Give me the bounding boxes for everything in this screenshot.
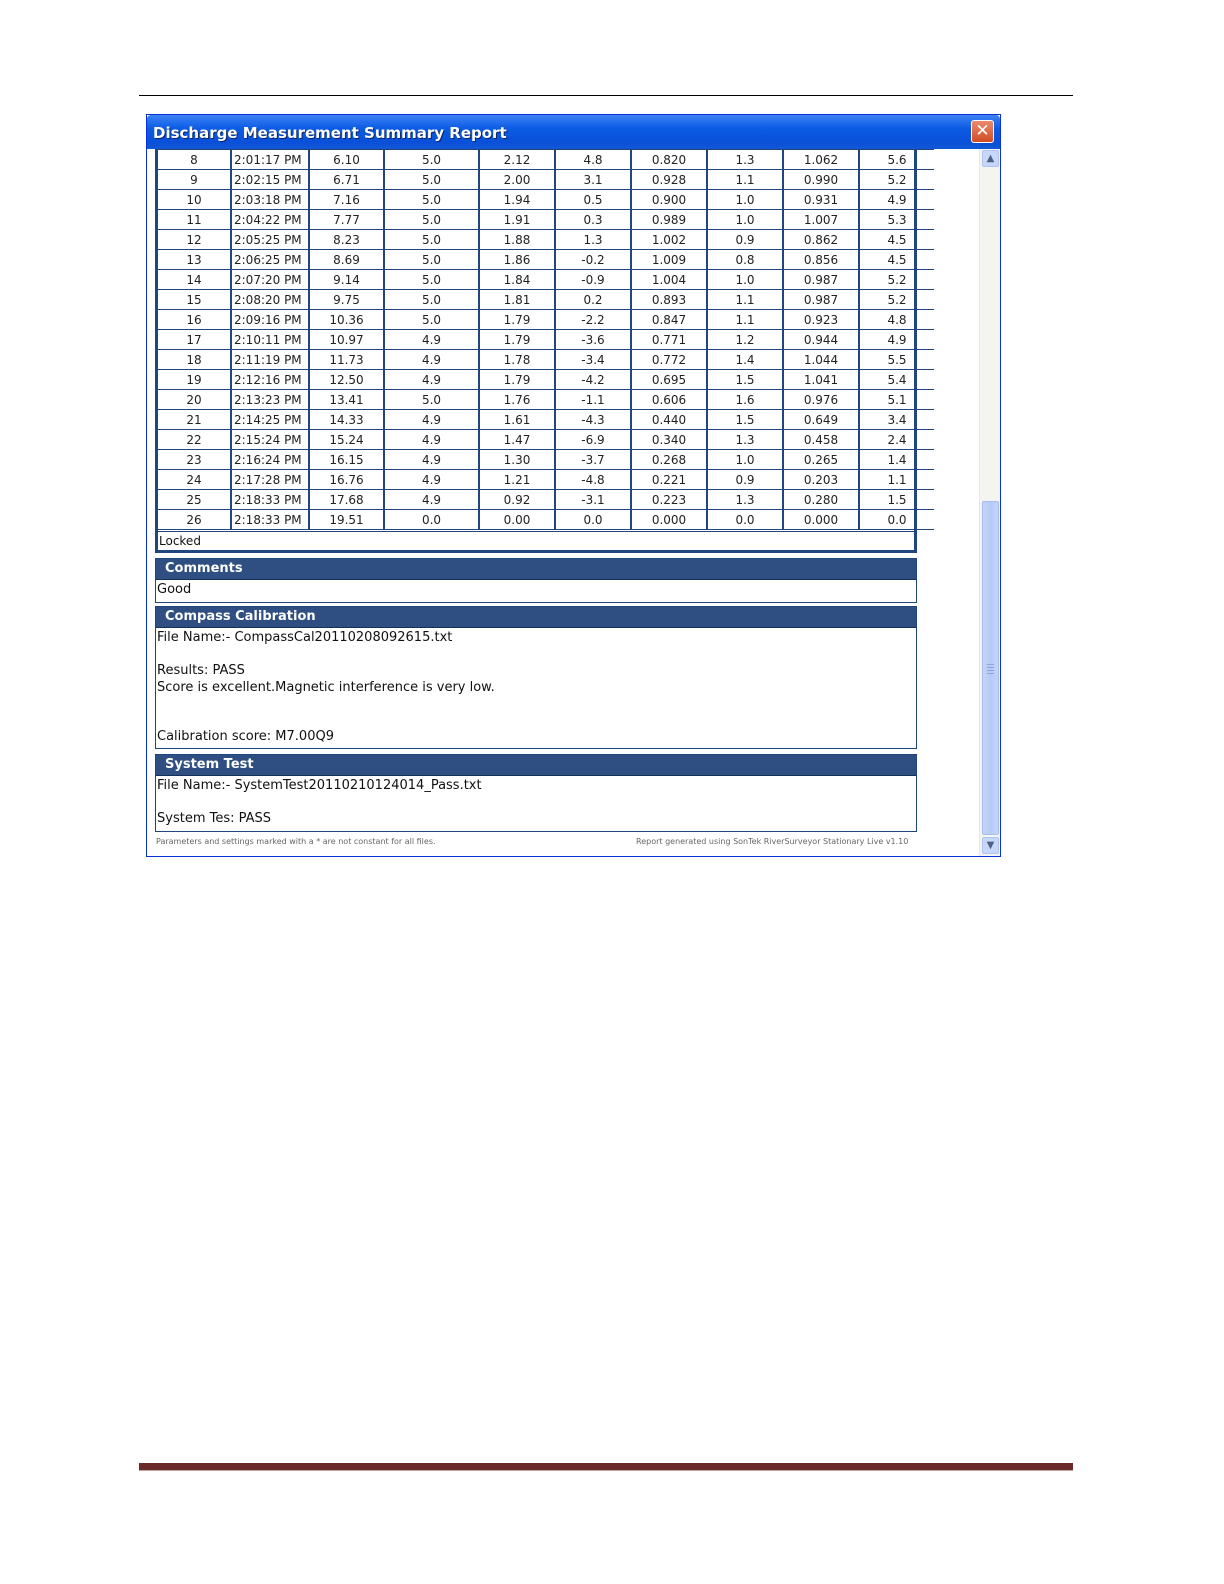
table-cell: 7.16 — [309, 190, 384, 210]
page-header-rule — [139, 95, 1073, 96]
table-cell: 10 — [158, 190, 231, 210]
table-cell: 1.91 — [479, 210, 555, 230]
table-cell: 1.4 — [707, 350, 783, 370]
table-cell: 20 — [158, 390, 231, 410]
table-cell: -0.9 — [555, 270, 631, 290]
table-cell: 1.5 — [707, 410, 783, 430]
title-bar[interactable] — [147, 115, 1000, 149]
table-cell: 0.2 — [555, 290, 631, 310]
table-cell: 2.00 — [479, 170, 555, 190]
table-cell: 5.0 — [384, 230, 479, 250]
table-cell: 0.900 — [631, 190, 707, 210]
table-cell: -3.7 — [555, 450, 631, 470]
table-cell: 1.1 — [707, 310, 783, 330]
comments-section — [155, 558, 917, 603]
table-cell: 0.8 — [707, 250, 783, 270]
table-cell: 11 — [158, 210, 231, 230]
vertical-scrollbar[interactable] — [979, 149, 1000, 856]
table-cell: 5.4 — [859, 370, 934, 390]
table-cell: 1.062 — [783, 150, 859, 170]
table-cell: 5.0 — [384, 270, 479, 290]
table-cell: 5.2 — [859, 270, 934, 290]
table-row — [158, 270, 934, 290]
table-cell: 9.14 — [309, 270, 384, 290]
table-row — [158, 370, 934, 390]
table-cell: 1.86 — [479, 250, 555, 270]
table-cell: 1.044 — [783, 350, 859, 370]
table-cell: 23 — [158, 450, 231, 470]
table-row — [158, 350, 934, 370]
table-cell: 1.6 — [707, 390, 783, 410]
scroll-up-button[interactable] — [982, 150, 999, 167]
table-cell: 0.5 — [555, 190, 631, 210]
table-cell: 17 — [158, 330, 231, 350]
table-cell: 0.221 — [631, 470, 707, 490]
table-cell: -4.2 — [555, 370, 631, 390]
table-cell: 2:13:23 PM — [231, 390, 309, 410]
table-cell: 0.000 — [783, 510, 859, 530]
footer-note: Parameters and settings marked with a * are not constant for all files. — [156, 837, 436, 846]
table-cell: 1.84 — [479, 270, 555, 290]
table-cell: 1.21 — [479, 470, 555, 490]
table-cell: 1.88 — [479, 230, 555, 250]
compass-file-name: File Name:- CompassCal20110208092615.txt — [157, 630, 453, 645]
table-row — [158, 490, 934, 510]
table-cell: 0.92 — [479, 490, 555, 510]
table-cell: 2:11:19 PM — [231, 350, 309, 370]
compass-score-note: Score is excellent.Magnetic interference is very low. — [157, 680, 495, 695]
table-cell: 0.931 — [783, 190, 859, 210]
table-cell: 5.0 — [384, 310, 479, 330]
table-cell: 1.4 — [859, 450, 934, 470]
table-cell: 0.649 — [783, 410, 859, 430]
table-cell: 10.36 — [309, 310, 384, 330]
table-row — [158, 390, 934, 410]
table-row — [158, 410, 934, 430]
table-cell: 25 — [158, 490, 231, 510]
table-cell: 1.1 — [859, 470, 934, 490]
table-row — [158, 210, 934, 230]
table-cell: 0.203 — [783, 470, 859, 490]
table-cell: 0.862 — [783, 230, 859, 250]
table-cell: 1.0 — [707, 210, 783, 230]
table-cell: 0.847 — [631, 310, 707, 330]
report-content — [147, 149, 979, 856]
table-cell: 4.8 — [555, 150, 631, 170]
table-cell: 2:18:33 PM — [231, 510, 309, 530]
table-row — [158, 150, 934, 170]
table-cell: 16.15 — [309, 450, 384, 470]
table-cell: 4.9 — [384, 370, 479, 390]
table-cell: 21 — [158, 410, 231, 430]
table-cell: -3.6 — [555, 330, 631, 350]
table-cell: 4.5 — [859, 230, 934, 250]
table-cell: 0.990 — [783, 170, 859, 190]
table-cell: 1.004 — [631, 270, 707, 290]
table-cell: 0.0 — [859, 510, 934, 530]
close-icon: ✕ — [975, 121, 990, 141]
table-cell: 0.268 — [631, 450, 707, 470]
table-cell: 0.000 — [631, 510, 707, 530]
table-cell: 16 — [158, 310, 231, 330]
table-row — [158, 510, 934, 530]
table-cell: 0.606 — [631, 390, 707, 410]
table-cell: 0.989 — [631, 210, 707, 230]
table-cell: 2:02:15 PM — [231, 170, 309, 190]
table-cell: 0.458 — [783, 430, 859, 450]
table-cell: 1.61 — [479, 410, 555, 430]
table-row — [158, 310, 934, 330]
table-cell: 5.2 — [859, 290, 934, 310]
table-cell: 2:07:20 PM — [231, 270, 309, 290]
table-cell: 1.007 — [783, 210, 859, 230]
table-cell: 14 — [158, 270, 231, 290]
table-row — [158, 190, 934, 210]
table-row — [158, 470, 934, 490]
table-cell: 8 — [158, 150, 231, 170]
table-cell: 8.23 — [309, 230, 384, 250]
table-cell: 4.9 — [384, 350, 479, 370]
chevron-down-icon: ▼ — [986, 840, 995, 851]
table-cell: 26 — [158, 510, 231, 530]
table-cell: 4.9 — [384, 330, 479, 350]
table-cell: 12.50 — [309, 370, 384, 390]
chevron-up-icon: ▲ — [986, 153, 995, 164]
table-cell: 5.0 — [384, 290, 479, 310]
table-cell: 1.009 — [631, 250, 707, 270]
table-cell: 4.9 — [384, 490, 479, 510]
comments-text: Good — [157, 582, 192, 597]
measurement-table-panel — [155, 149, 917, 553]
table-cell: 5.0 — [384, 170, 479, 190]
table-cell: 1.0 — [707, 270, 783, 290]
compass-calibration-score: Calibration score: M7.00Q9 — [157, 729, 334, 744]
table-cell: 0.340 — [631, 430, 707, 450]
table-cell: 1.3 — [555, 230, 631, 250]
table-cell: 0.3 — [555, 210, 631, 230]
table-cell: 4.9 — [384, 450, 479, 470]
table-cell: 1.3 — [707, 490, 783, 510]
table-cell: 2:06:25 PM — [231, 250, 309, 270]
table-cell: 2:12:16 PM — [231, 370, 309, 390]
table-cell: 2:08:20 PM — [231, 290, 309, 310]
table-cell: -1.1 — [555, 390, 631, 410]
comments-heading: Comments — [156, 559, 916, 580]
table-cell: -3.1 — [555, 490, 631, 510]
table-row — [158, 450, 934, 470]
table-cell: 15 — [158, 290, 231, 310]
window-title: Discharge Measurement Summary Report — [153, 124, 507, 142]
system-test-file-name: File Name:- SystemTest20110210124014_Pass.txt — [157, 778, 482, 793]
table-cell: 0.923 — [783, 310, 859, 330]
table-cell: 4.9 — [859, 330, 934, 350]
table-cell: 0.265 — [783, 450, 859, 470]
table-cell: 19.51 — [309, 510, 384, 530]
table-cell: 19 — [158, 370, 231, 390]
table-cell: 3.1 — [555, 170, 631, 190]
table-cell: -6.9 — [555, 430, 631, 450]
table-cell: 15.24 — [309, 430, 384, 450]
table-cell: 18 — [158, 350, 231, 370]
table-cell: 2.12 — [479, 150, 555, 170]
table-cell: 2:15:24 PM — [231, 430, 309, 450]
table-cell: 10.97 — [309, 330, 384, 350]
table-cell: 0.987 — [783, 290, 859, 310]
table-cell: 14.33 — [309, 410, 384, 430]
table-cell: 1.0 — [707, 190, 783, 210]
table-cell: 1.76 — [479, 390, 555, 410]
table-cell: 4.5 — [859, 250, 934, 270]
close-button[interactable] — [971, 120, 994, 143]
table-cell: 0.771 — [631, 330, 707, 350]
table-cell: 2:10:11 PM — [231, 330, 309, 350]
table-cell: 1.041 — [783, 370, 859, 390]
table-row — [158, 430, 934, 450]
table-cell: 1.0 — [707, 450, 783, 470]
table-cell: -3.4 — [555, 350, 631, 370]
table-cell: 4.8 — [859, 310, 934, 330]
table-cell: 12 — [158, 230, 231, 250]
table-cell: 0.0 — [384, 510, 479, 530]
table-cell: 2:05:25 PM — [231, 230, 309, 250]
table-cell: 0.893 — [631, 290, 707, 310]
table-cell: 1.5 — [859, 490, 934, 510]
table-cell: 16.76 — [309, 470, 384, 490]
table-cell: 9 — [158, 170, 231, 190]
table-cell: 0.223 — [631, 490, 707, 510]
scroll-down-button[interactable] — [982, 837, 999, 854]
table-cell: 2:09:16 PM — [231, 310, 309, 330]
system-test-heading: System Test — [156, 755, 916, 776]
table-cell: 11.73 — [309, 350, 384, 370]
table-cell: 1.3 — [707, 430, 783, 450]
table-cell: 1.5 — [707, 370, 783, 390]
table-cell: 8.69 — [309, 250, 384, 270]
table-cell: 2.4 — [859, 430, 934, 450]
table-cell: 0.772 — [631, 350, 707, 370]
table-cell: 2:03:18 PM — [231, 190, 309, 210]
table-row — [158, 230, 934, 250]
table-cell: 1.1 — [707, 290, 783, 310]
table-cell: -2.2 — [555, 310, 631, 330]
table-cell: 0.944 — [783, 330, 859, 350]
table-cell: 1.2 — [707, 330, 783, 350]
table-cell: 1.94 — [479, 190, 555, 210]
table-cell: 2:18:33 PM — [231, 490, 309, 510]
table-cell: 0.0 — [555, 510, 631, 530]
footer-generator: Report generated using SonTek RiverSurveyor Stationary Live v1.10 — [636, 837, 909, 846]
table-cell: -0.2 — [555, 250, 631, 270]
table-cell: 0.928 — [631, 170, 707, 190]
table-cell: 0.440 — [631, 410, 707, 430]
table-cell: 0.976 — [783, 390, 859, 410]
table-cell: 2:17:28 PM — [231, 470, 309, 490]
table-cell: -4.8 — [555, 470, 631, 490]
table-cell: 0.856 — [783, 250, 859, 270]
compass-heading: Compass Calibration — [156, 607, 916, 628]
table-cell: 5.6 — [859, 150, 934, 170]
table-cell: 13 — [158, 250, 231, 270]
table-cell: 9.75 — [309, 290, 384, 310]
table-cell: 5.0 — [384, 250, 479, 270]
table-cell: 3.4 — [859, 410, 934, 430]
table-cell: 2:16:24 PM — [231, 450, 309, 470]
measurement-table — [158, 149, 934, 530]
table-cell: 4.9 — [384, 430, 479, 450]
table-row — [158, 170, 934, 190]
system-test-result: System Tes: PASS — [157, 811, 272, 826]
table-cell: 1.002 — [631, 230, 707, 250]
table-cell: 4.9 — [384, 470, 479, 490]
system-test-section — [155, 754, 917, 832]
table-cell: 5.0 — [384, 390, 479, 410]
table-cell: 1.79 — [479, 330, 555, 350]
table-cell: 0.0 — [707, 510, 783, 530]
table-cell: 5.5 — [859, 350, 934, 370]
table-cell: 1.79 — [479, 310, 555, 330]
table-cell: 1.81 — [479, 290, 555, 310]
table-cell: 1.47 — [479, 430, 555, 450]
compass-results: Results: PASS — [157, 663, 245, 678]
table-status: Locked — [158, 531, 914, 550]
table-cell: 7.77 — [309, 210, 384, 230]
table-cell: 5.0 — [384, 190, 479, 210]
table-cell: 5.1 — [859, 390, 934, 410]
table-cell: 5.0 — [384, 150, 479, 170]
table-cell: 17.68 — [309, 490, 384, 510]
table-cell: 6.10 — [309, 150, 384, 170]
table-cell: 1.78 — [479, 350, 555, 370]
compass-calibration-section — [155, 606, 917, 749]
table-row — [158, 330, 934, 350]
table-cell: 6.71 — [309, 170, 384, 190]
table-cell: 0.820 — [631, 150, 707, 170]
table-row — [158, 290, 934, 310]
table-cell: 5.2 — [859, 170, 934, 190]
table-cell: 2:04:22 PM — [231, 210, 309, 230]
table-cell: 0.9 — [707, 230, 783, 250]
table-cell: 22 — [158, 430, 231, 450]
table-cell: 0.987 — [783, 270, 859, 290]
table-cell: 4.9 — [859, 190, 934, 210]
table-cell: 2:01:17 PM — [231, 150, 309, 170]
table-cell: 1.30 — [479, 450, 555, 470]
table-cell: 0.00 — [479, 510, 555, 530]
report-window — [146, 114, 1001, 857]
table-cell: 2:14:25 PM — [231, 410, 309, 430]
scroll-thumb[interactable] — [982, 501, 999, 835]
table-cell: 1.1 — [707, 170, 783, 190]
table-cell: 5.3 — [859, 210, 934, 230]
table-cell: 0.695 — [631, 370, 707, 390]
table-cell: 1.79 — [479, 370, 555, 390]
table-cell: 0.280 — [783, 490, 859, 510]
table-cell: 1.3 — [707, 150, 783, 170]
table-cell: 5.0 — [384, 210, 479, 230]
table-cell: 4.9 — [384, 410, 479, 430]
table-cell: 24 — [158, 470, 231, 490]
table-cell: 0.9 — [707, 470, 783, 490]
table-cell: 13.41 — [309, 390, 384, 410]
table-row — [158, 250, 934, 270]
page-footer-rule — [139, 1463, 1073, 1471]
table-cell: -4.3 — [555, 410, 631, 430]
